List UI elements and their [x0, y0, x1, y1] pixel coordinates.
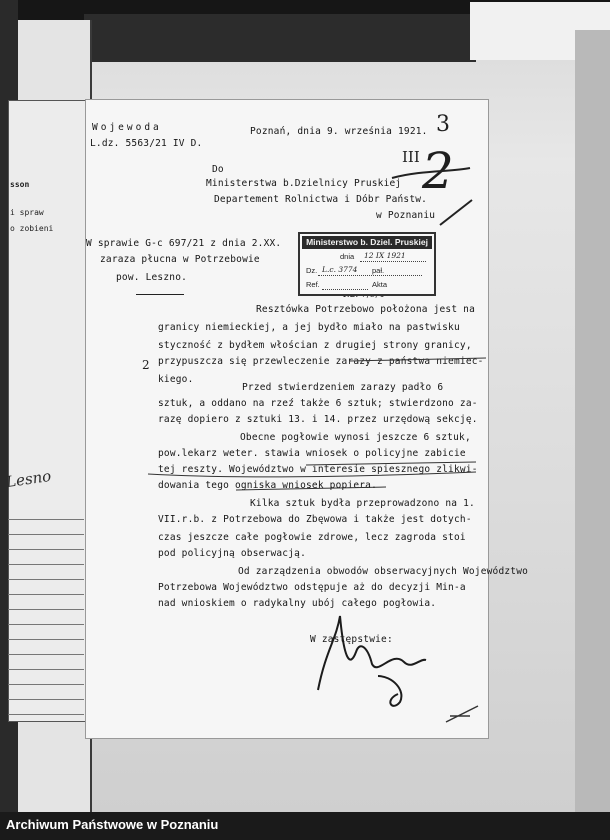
body-line: pow.lekarz weter. stawia wniosek o policyjne zabicie — [158, 448, 466, 459]
body-line: dowania tego ogniska wniosek popiera. — [158, 480, 378, 491]
subject-line: pow. Leszno. — [116, 272, 188, 283]
left-page-ruled-lines — [8, 505, 84, 715]
subject-line: W sprawie G-c 697/21 z dnia 2.XX. — [86, 238, 282, 249]
body-line: Potrzebowa Województwo odstępuje aż do decyzji Min-a — [158, 582, 466, 593]
body-line: granicy niemieckiej, a jej bydło miało na pastwisku — [158, 322, 460, 333]
stamp-title: Ministerstwo b. Dziel. Pruskiej — [302, 236, 432, 249]
recipient-line: w Poznaniu — [376, 210, 436, 221]
received-stamp — [298, 232, 436, 296]
left-page-handwriting: Lesno — [4, 466, 53, 492]
body-line: czas jeszcze całe pogłowie zdrowe, lecz zagroda stoi — [158, 532, 466, 543]
signature-label: W zastępstwie: — [310, 634, 393, 645]
body-line: Kilka sztuk bydła przeprowadzono na 1. — [250, 498, 475, 509]
subject-line: zarazа płucnа w Potrzebowie — [100, 254, 260, 265]
stamp-dotted-line — [322, 289, 368, 290]
subject-underline — [136, 294, 184, 295]
underlying-page — [84, 14, 476, 62]
body-line: sztuk, a oddano na rzeź także 6 sztuk; stwierdzono za- — [158, 398, 478, 409]
body-line: Przed stwierdzeniem zarazy padło 6 — [242, 382, 444, 393]
left-page-text: o zobieni — [10, 224, 54, 233]
body-line: styczność z bydłem włościan z drugiej strony granicy, — [158, 340, 472, 351]
body-line: kiego. — [158, 374, 194, 385]
stamp-dotted-line — [360, 261, 426, 262]
sender-title: Wojewoda — [92, 122, 162, 133]
stamp-ref-label: Ref. — [306, 280, 320, 289]
stamp-files-label: Akta — [372, 280, 388, 289]
reference-number: L.dz. 5563/21 IV D. — [90, 138, 203, 149]
body-line: Resztówka Potrzebowo położona jest na — [256, 304, 476, 315]
body-line: pod policyjną obserwacją. — [158, 548, 306, 559]
place-and-date: Poznań, dnia 9. września 1921. — [250, 126, 428, 137]
registry-number-mark: 2 — [422, 142, 454, 200]
page-number-mark: 3 — [436, 112, 450, 137]
left-margin-mark: 2 — [142, 358, 150, 372]
stamp-number-label: Dz. — [306, 266, 318, 275]
body-line: tej reszty. Województwo w interesie spiesznego zlikwi- — [158, 464, 478, 475]
right-margin-area — [575, 30, 610, 812]
body-line: VII.r.b. z Potrzebowa do Zbęwowa i także jest dotych- — [158, 514, 472, 525]
recipient-line: Departement Rolnictwa i Dóbr Państw. — [214, 194, 428, 205]
body-line: przypuszcza się przewleczenie zarazy z państwa niemiec- — [158, 356, 484, 367]
stamp-date-value: 12 IX 1921 — [364, 251, 406, 260]
to-label: Do — [212, 164, 224, 175]
stamp-dotted-line — [318, 275, 422, 276]
body-line: razę dopiero z sztuki 13. i 14. przez urzędową sekcję. — [158, 414, 478, 425]
stamp-number-suffix: pał. — [372, 266, 385, 275]
roman-numeral-mark: III — [402, 148, 420, 166]
letter-page — [86, 100, 529, 738]
archive-label: Archiwum Państwowe w Poznaniu — [6, 817, 219, 832]
recipient-line: Ministerstwa b.Dzielnicy Pruskiej — [206, 178, 402, 189]
body-line: Obecne pogłowie wynosi jeszcze 6 sztuk, — [240, 432, 471, 443]
stamp-number-value: L.c. 3774 — [322, 265, 358, 274]
left-page-text: i spraw — [10, 208, 44, 217]
left-page-text: sson — [10, 180, 30, 189]
body-line: Od zarządzenia obwodów obserwacyjnych Województwo — [238, 566, 529, 577]
stamp-date-label: dnia — [340, 252, 355, 261]
body-line: nad wnioskiem o radykalny ubój całego pogłowia. — [158, 598, 437, 609]
